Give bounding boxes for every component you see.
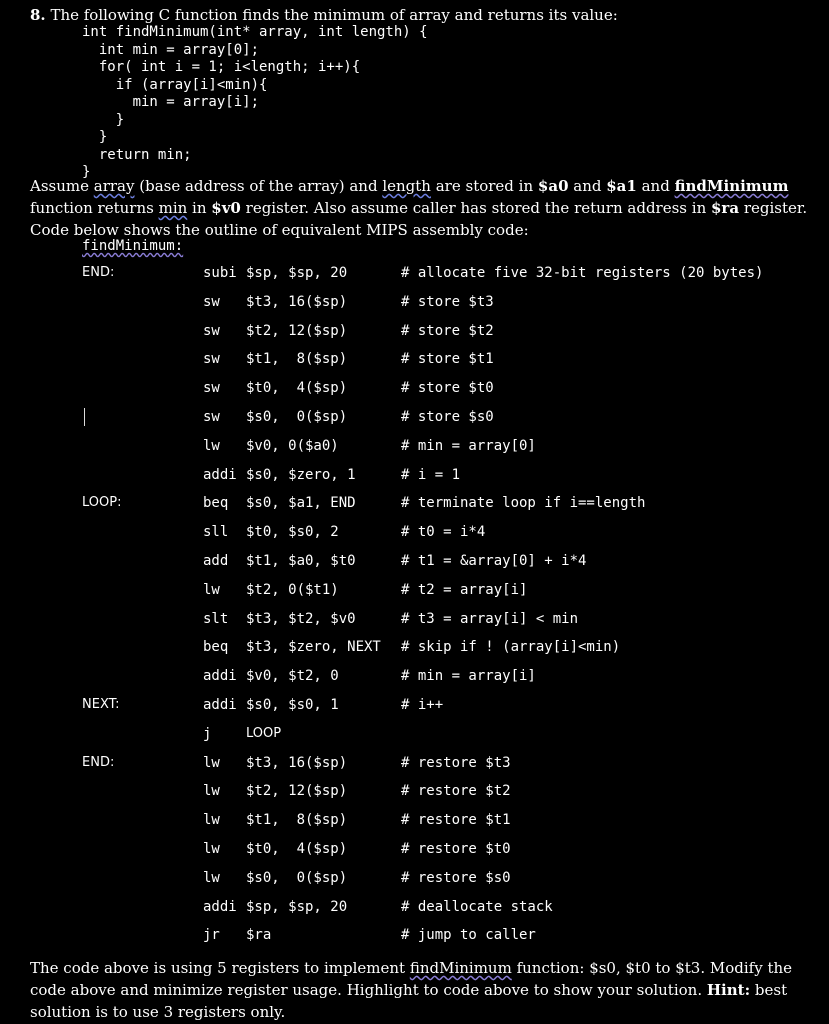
asm-operands: $s0, $s0, 1 — [246, 697, 339, 713]
asm-opcode: sw — [203, 409, 220, 425]
asm-operands: $sp, $sp, 20 — [246, 265, 348, 281]
c-code-line: for( int i = 1; i<length; i++){ — [82, 59, 361, 75]
asm-opcode: addi — [203, 668, 237, 685]
asm-opcode: beq — [203, 639, 229, 656]
asm-label: NEXT: — [82, 697, 120, 712]
asm-comment: # allocate five 32-bit registers (20 bytes) — [401, 265, 764, 281]
asm-label: END: — [82, 754, 115, 770]
asm-comment: # min = array[i] — [401, 668, 536, 685]
asm-comment: # i = 1 — [401, 466, 461, 483]
c-code-line: } — [82, 111, 125, 128]
c-code-line: } — [82, 164, 91, 180]
asm-comment: # t1 = &array[0] + i*4 — [401, 553, 587, 569]
asm-comment: # skip if ! (array[i]<min) — [401, 639, 621, 656]
asm-comment: # restore $s0 — [401, 869, 511, 886]
asm-operands: $s0, $zero, 1 — [246, 466, 356, 483]
reg-a1: $a1 — [606, 177, 637, 195]
question-heading — [30, 6, 618, 24]
asm-operands: $ra — [246, 927, 272, 944]
asm-operands: LOOP — [246, 725, 282, 741]
asm-comment: # restore $t0 — [401, 841, 511, 857]
text: and — [568, 177, 607, 195]
reg-v0: $v0 — [211, 199, 241, 217]
asm-comment: # store $t2 — [401, 322, 494, 339]
asm-opcode: subi — [203, 265, 237, 281]
question-number: 8. — [30, 6, 46, 24]
asm-operands: $t0, 4($sp) — [246, 380, 348, 397]
asm-comment: # store $t1 — [401, 351, 494, 368]
asm-operands: $sp, $sp, 20 — [246, 898, 348, 915]
c-code-line: min = array[i]; — [82, 94, 260, 110]
asm-comment: # jump to caller — [401, 927, 536, 944]
asm-opcode: slt — [203, 610, 229, 627]
c-code-line: int findMinimum(int* array, int length) { — [82, 24, 428, 40]
asm-opcode: jr — [203, 927, 220, 944]
asm-operands: $s0, 0($sp) — [246, 409, 348, 425]
asm-operands: $t0, $s0, 2 — [246, 524, 339, 541]
asm-opcode: lw — [203, 754, 220, 771]
asm-operands: $t1, $a0, $t0 — [246, 553, 356, 569]
asm-opcode: lw — [203, 841, 220, 857]
asm-opcode: sw — [203, 380, 220, 397]
asm-opcode: add — [203, 553, 229, 569]
c-code-line: return min; — [82, 146, 192, 163]
text: in — [187, 199, 212, 217]
asm-opcode: sw — [203, 293, 220, 310]
asm-opcode: sw — [203, 351, 220, 368]
asm-comment: # t0 = i*4 — [401, 524, 486, 541]
text: are stored in — [430, 177, 538, 195]
text: The code above is using 5 registers to implement — [30, 959, 410, 977]
asm-label: END: — [82, 265, 115, 280]
task-instructions — [30, 957, 820, 1023]
asm-label: LOOP: — [82, 495, 122, 511]
reg-ra: $ra — [711, 199, 740, 217]
question-text: The following C function finds the minimum of array and returns its value: — [45, 6, 618, 24]
hint-label: Hint: — [706, 981, 751, 999]
asm-opcode: addi — [203, 697, 237, 713]
text: (base address of the array) and — [134, 177, 383, 195]
asm-opcode: lw — [203, 783, 220, 800]
text: function: $s0, $t0 to $t3. Modify the code above and minimize register usage. Highlight to code above to show your solution. — [30, 959, 793, 999]
asm-comment: # restore $t1 — [401, 812, 511, 829]
asm-operands: $t3, $t2, $v0 — [246, 610, 356, 627]
asm-operands: $t1, 8($sp) — [246, 812, 348, 829]
asm-operands: $t0, 4($sp) — [246, 841, 348, 857]
asm-operands: $t3, $zero, NEXT — [246, 639, 381, 656]
asm-opcode: lw — [203, 581, 220, 598]
asm-comment: # store $t3 — [401, 293, 494, 310]
asm-comment: # min = array[0] — [401, 437, 536, 454]
asm-opcode: beq — [203, 495, 229, 512]
asm-comment: # terminate loop if i==length — [401, 495, 646, 512]
problem-description — [30, 175, 820, 241]
asm-operands: $t1, 8($sp) — [246, 351, 348, 368]
asm-opcode: lw — [203, 812, 220, 829]
c-code-line: if (array[i]<min){ — [82, 76, 268, 93]
term-min: min — [158, 199, 188, 217]
asm-comment: # restore $t3 — [401, 754, 511, 771]
text: Assume — [30, 177, 94, 195]
text-cursor — [84, 408, 85, 426]
asm-opcode: addi — [203, 898, 237, 915]
asm-title: findMinimum: — [82, 238, 184, 254]
asm-operands: $v0, $t2, 0 — [246, 668, 339, 685]
text: register. Code below shows the outline of equivalent MIPS assembly code: — [30, 199, 808, 239]
asm-operands: $t3, 16($sp) — [246, 754, 348, 771]
asm-operands: $t2, 12($sp) — [246, 322, 348, 339]
text: function returns — [30, 199, 159, 217]
asm-comment: # t2 = array[i] — [401, 581, 528, 598]
c-code-line: } — [82, 129, 108, 145]
asm-opcode: lw — [203, 869, 220, 886]
asm-comment: # t3 = array[i] < min — [401, 610, 579, 627]
asm-operands: $s0, $a1, END — [246, 495, 356, 512]
asm-operands: $t2, 12($sp) — [246, 783, 348, 800]
asm-opcode: addi — [203, 466, 237, 483]
term-length: length — [382, 177, 431, 195]
asm-operands: $v0, 0($a0) — [246, 437, 339, 454]
asm-opcode: sw — [203, 322, 220, 339]
asm-comment: # store $t0 — [401, 380, 494, 397]
asm-comment: # deallocate stack — [401, 898, 553, 915]
c-code-line: int min = array[0]; — [82, 41, 260, 58]
text: and — [636, 177, 675, 195]
term-array: array — [93, 177, 135, 195]
asm-comment: # restore $t2 — [401, 783, 511, 800]
asm-operands: $s0, 0($sp) — [246, 869, 348, 886]
asm-comment: # i++ — [401, 697, 444, 713]
asm-opcode: lw — [203, 437, 220, 454]
asm-operands: $t3, 16($sp) — [246, 293, 348, 310]
text: register. Also assume caller has stored the return address in — [240, 199, 711, 217]
asm-opcode: sll — [203, 524, 229, 541]
text: best solution is to use 3 registers only. — [30, 981, 788, 1021]
term-findminimum: findMinimum — [409, 959, 512, 977]
term-findminimum: findMinimum — [674, 177, 789, 195]
asm-comment: # store $s0 — [401, 409, 494, 425]
asm-opcode: j — [203, 725, 212, 742]
asm-operands: $t2, 0($t1) — [246, 581, 339, 598]
reg-a0: $a0 — [537, 177, 569, 195]
